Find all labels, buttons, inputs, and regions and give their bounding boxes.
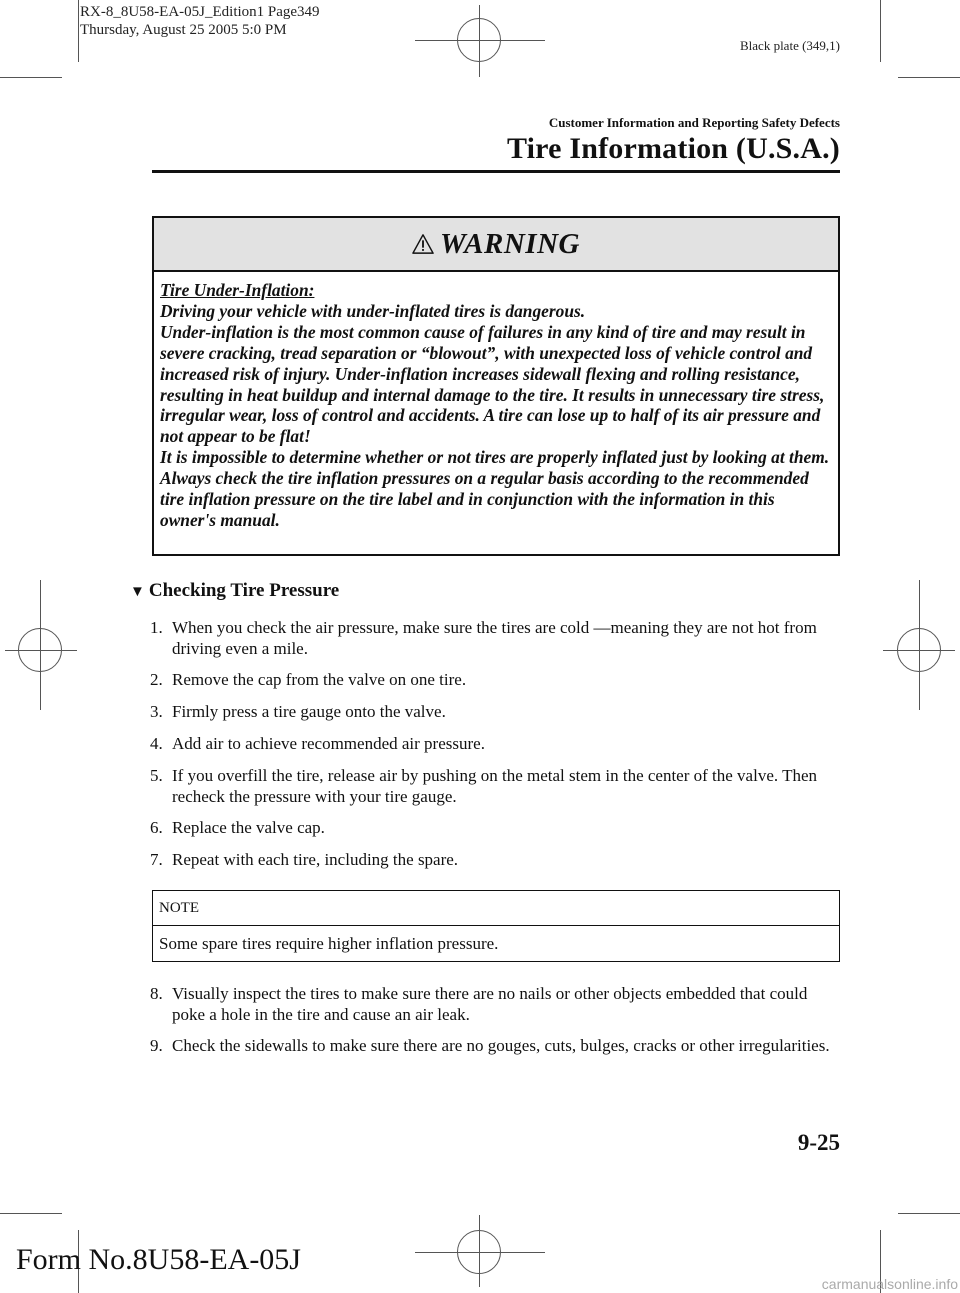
page-number: 9-25	[797, 1130, 840, 1155]
step-text: Add air to achieve recommended air pressure.	[172, 734, 485, 753]
step-text: If you overfill the tire, release air by pushing on the metal stem in the center of the valve. Then recheck the pressure with your tire gauge.	[172, 766, 817, 806]
section-heading	[130, 580, 339, 602]
step-number: 8.	[150, 984, 163, 1003]
list-item	[150, 733, 840, 754]
step-number: 2.	[150, 670, 163, 689]
list-item	[150, 817, 840, 838]
warning-header	[154, 218, 838, 272]
warning-paragraph: Under-inflation is the most common cause of failures in any kind of tire and may result in severe cracking, tread separation or “blowout”, with unexpected loss of vehicle control and increased risk of injury. Under-inflation increases sidewall flexing and rolling resistance, resulting in heat buildup and internal damage to the tire. It results in unnecessary tire stress, irregular wear, loss of control and accidents. A tire can lose up to half of its air pressure and not appear to be flat!	[160, 321, 825, 447]
step-number: 7.	[150, 850, 163, 869]
step-text: Repeat with each tire, including the spare.	[172, 850, 459, 869]
warning-body	[154, 272, 838, 531]
list-item	[150, 849, 840, 870]
warning-triangle-icon	[412, 233, 434, 255]
plate-label: Black plate (349,1)	[740, 38, 840, 53]
warning-label: WARNING	[440, 227, 580, 260]
section-label: Customer Information and Reporting Safety Defects	[548, 115, 840, 130]
watermark: carmanualsonline.info	[821, 1276, 958, 1292]
note-label: NOTE	[153, 891, 839, 926]
date-line: Thursday, August 25 2005 5:0 PM	[80, 22, 287, 38]
warning-subtitle: Tire Under-Inflation:	[160, 280, 315, 300]
warning-paragraph: Always check the tire inflation pressures on a regular basis according to the recommended tire inflation pressure on the tire label and in conjunction with the information in this owner's manual.	[160, 468, 809, 530]
step-text: Replace the valve cap.	[172, 818, 325, 837]
step-text: Firmly press a tire gauge onto the valve.	[172, 702, 446, 721]
step-text: Visually inspect the tires to make sure there are no nails or other objects embedded that could poke a hole in the tire and cause an air leak.	[172, 984, 808, 1024]
list-item	[150, 617, 840, 659]
note-text: Some spare tires require higher inflation pressure.	[159, 934, 499, 953]
step-text: Check the sidewalls to make sure there are no gouges, cuts, bulges, cracks or other irregularities.	[172, 1036, 830, 1055]
note-box	[152, 890, 840, 962]
warning-paragraph: It is impossible to determine whether or not tires are properly inflated just by looking at them.	[160, 447, 830, 468]
page-title: Tire Information (U.S.A.)	[506, 132, 840, 165]
file-info	[80, 3, 320, 39]
step-text: When you check the air pressure, make sure the tires are cold ―meaning they are not hot from driving even a mile.	[172, 618, 817, 658]
triangle-down-icon: ▼	[130, 584, 145, 600]
list-item	[150, 983, 840, 1025]
step-number: 5.	[150, 766, 163, 785]
step-number: 6.	[150, 818, 163, 837]
step-number: 1.	[150, 618, 163, 637]
warning-paragraph: Driving your vehicle with under-inflated tires is dangerous.	[160, 300, 586, 321]
title-rule	[152, 170, 840, 173]
step-number: 3.	[150, 702, 163, 721]
section-heading-text: Checking Tire Pressure	[148, 580, 340, 601]
list-item	[150, 669, 840, 690]
list-item	[150, 1035, 840, 1056]
list-item	[150, 765, 840, 807]
step-number: 9.	[150, 1036, 163, 1055]
warning-box	[152, 216, 840, 556]
form-number: Form No.8U58-EA-05J	[16, 1243, 301, 1276]
list-item	[150, 701, 840, 722]
step-number: 4.	[150, 734, 163, 753]
file-line: RX-8_8U58-EA-05J_Edition1 Page349	[80, 4, 320, 20]
step-text: Remove the cap from the valve on one tire.	[172, 670, 467, 689]
